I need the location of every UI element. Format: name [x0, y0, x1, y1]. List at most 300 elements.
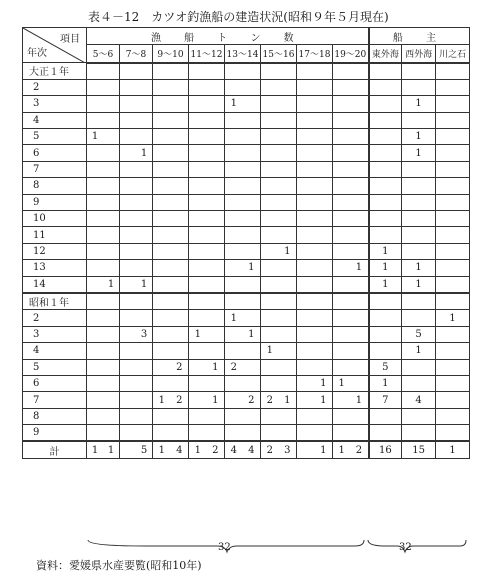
tonnage-value: [230, 262, 238, 273]
tonnage-value: [283, 345, 291, 356]
tonnage-cell: [153, 408, 189, 424]
tonnage-cell: [261, 63, 297, 80]
owner-cell: [402, 211, 436, 227]
tonnage-cell: [333, 310, 369, 326]
tonnage-value: [338, 262, 346, 273]
table-row: [23, 129, 470, 145]
tonnage-cell: [153, 96, 189, 112]
tonnage-cell: [261, 310, 297, 326]
tonnage-value: [230, 329, 238, 340]
table-row: [23, 408, 470, 424]
tonnage-cell: [225, 112, 261, 128]
owner-cell: [402, 227, 436, 243]
owner-cell: [369, 326, 402, 342]
owner-cell: 1: [436, 441, 470, 458]
tonnage-cell: [87, 112, 120, 128]
table-row: [23, 425, 470, 442]
tonnage-cell: [261, 425, 297, 442]
year-cell: 13: [23, 260, 87, 276]
year-cell: 9: [23, 425, 87, 442]
tonnage-cell: [87, 441, 120, 458]
tonnage-cell: [87, 326, 120, 342]
tonnage-cell: [333, 425, 369, 442]
tonnage-cell: [297, 145, 333, 161]
tonnage-value: 2: [248, 394, 255, 406]
sum-braces: [85, 538, 480, 558]
tonnage-value: 1: [158, 394, 165, 406]
owner-cell: [402, 243, 436, 259]
tonnage-cell: [120, 145, 153, 161]
tonnage-cell: [153, 276, 189, 293]
owner-cell: [436, 408, 470, 424]
owner-cell: [436, 326, 470, 342]
tonnage-value: 1: [212, 361, 219, 373]
tonnage-value: [158, 362, 166, 373]
tonnage-cell: [225, 276, 261, 293]
owner-cell: [369, 211, 402, 227]
tonnage-value: 1: [248, 328, 255, 340]
tonnage-cell: [225, 425, 261, 442]
year-cell: 7: [23, 161, 87, 177]
tonnage-cell: [189, 227, 225, 243]
tonnage-cell: [333, 145, 369, 161]
tonnage-value: 1: [355, 394, 363, 406]
tonnage-cell: [153, 425, 189, 442]
owner-cell: [369, 129, 402, 145]
year-cell: 2: [23, 310, 87, 326]
table-row: [23, 326, 470, 342]
owner-cell: [369, 178, 402, 194]
tonnage-cell: [225, 359, 261, 375]
tonnage-cell: [225, 293, 261, 310]
tonnage-cell: [225, 161, 261, 177]
tonnage-cell: [189, 425, 225, 442]
tonnage-cell: [261, 343, 297, 359]
tonnage-cell: [333, 392, 369, 408]
tonnage-cell: [120, 293, 153, 310]
tonnage-value: [124, 445, 132, 456]
tonnage-cell: [87, 96, 120, 112]
tonnage-cell: [189, 112, 225, 128]
tonnage-cell: [153, 63, 189, 80]
tonnage-value: [124, 329, 132, 340]
tonnage-value: [247, 313, 255, 324]
year-cell: 14: [23, 276, 87, 293]
table-row: [23, 293, 470, 310]
tonnage-cell: [120, 441, 153, 458]
year-cell: 5: [23, 129, 87, 145]
table-row: [23, 375, 470, 391]
table-row: [23, 276, 470, 293]
tonnage-value: 1: [355, 262, 363, 274]
tonnage-value: [194, 395, 202, 406]
tonnage-cell: [87, 392, 120, 408]
tonnage-cell: [189, 392, 225, 408]
group-owners-header: 船 主: [369, 28, 470, 45]
tonnage-cell: [297, 211, 333, 227]
tonnage-col-header: 11～12: [189, 45, 225, 63]
tonnage-value: 4: [248, 444, 255, 456]
tonnage-cell: [87, 293, 120, 310]
tonnage-cell: [120, 392, 153, 408]
tonnage-cell: [225, 326, 261, 342]
tonnage-cell: [261, 79, 297, 95]
owner-cell: [436, 425, 470, 442]
table-row: [23, 260, 470, 276]
tonnage-cell: [333, 161, 369, 177]
owner-col-header: 川之石: [436, 45, 470, 63]
owner-cell: [369, 408, 402, 424]
table-row: [23, 194, 470, 210]
tonnage-value: [91, 279, 99, 290]
tonnage-cell: [333, 441, 369, 458]
tonnage-cell: [297, 276, 333, 293]
tonnage-cell: [261, 96, 297, 112]
year-cell: 7: [23, 392, 87, 408]
tonnage-col-header: 15～16: [261, 45, 297, 63]
tonnage-cell: [189, 178, 225, 194]
tonnage-value: 1: [284, 394, 291, 406]
table-row: [23, 310, 470, 326]
year-cell: 10: [23, 211, 87, 227]
tonnage-cell: [261, 293, 297, 310]
owner-cell: 7: [369, 392, 402, 408]
tonnage-cell: [120, 96, 153, 112]
owner-cell: 16: [369, 441, 402, 458]
tonnage-cell: [225, 211, 261, 227]
tonnage-cell: [297, 326, 333, 342]
tonnage-cell: [333, 129, 369, 145]
table-row: [23, 161, 470, 177]
tonnage-cell: [120, 260, 153, 276]
table-row: [23, 178, 470, 194]
table-row: [23, 145, 470, 161]
owner-cell: [436, 293, 470, 310]
owner-cell: [402, 161, 436, 177]
tonnage-cell: [120, 310, 153, 326]
owner-cell: 1: [369, 243, 402, 259]
owner-cell: [402, 425, 436, 442]
tonnage-cell: [189, 194, 225, 210]
tonnage-cell: [87, 145, 120, 161]
tonnage-cell: [120, 359, 153, 375]
owner-cell: [369, 145, 402, 161]
year-cell: 4: [23, 343, 87, 359]
tonnage-cell: [153, 392, 189, 408]
tonnage-value: 2: [266, 444, 273, 456]
tonnage-cell: [189, 260, 225, 276]
owner-cell: [369, 425, 402, 442]
tonnage-cell: [261, 408, 297, 424]
tonnage-cell: [189, 408, 225, 424]
owner-cell: [369, 343, 402, 359]
owner-cell: [369, 293, 402, 310]
tonnage-cell: [189, 129, 225, 145]
year-cell: 4: [23, 112, 87, 128]
tonnage-cell: [153, 441, 189, 458]
tonnage-col-header: 19～20: [333, 45, 369, 63]
tonnage-cell: [261, 276, 297, 293]
tonnage-cell: [333, 96, 369, 112]
tonnage-value: 1: [320, 394, 327, 406]
tonnage-cell: [189, 145, 225, 161]
tonnage-cell: [225, 194, 261, 210]
owners-sum: 32: [399, 542, 412, 553]
tonnage-col-header: 17～18: [297, 45, 333, 63]
tonnage-cell: [261, 161, 297, 177]
tonnage-value: 1: [140, 147, 148, 159]
owner-cell: [402, 310, 436, 326]
tonnage-value: 3: [284, 444, 291, 456]
tonnage-cell: [153, 79, 189, 95]
tonnage-cell: [153, 194, 189, 210]
tonnage-value: 1: [107, 444, 115, 456]
owner-cell: [436, 161, 470, 177]
owners-brace: [368, 540, 466, 552]
tonnage-cell: [297, 343, 333, 359]
tonnage-value: 1: [248, 262, 255, 274]
tonnage-cell: [297, 194, 333, 210]
table-row: [23, 79, 470, 95]
year-cell: 8: [23, 408, 87, 424]
owner-cell: [369, 63, 402, 80]
tonnage-cell: [87, 63, 120, 80]
tonnage-value: 1: [91, 131, 99, 143]
tonnage-cell: [120, 425, 153, 442]
tonnage-cell: [297, 243, 333, 259]
tonnage-cell: [297, 129, 333, 145]
tonnage-cell: [225, 243, 261, 259]
tonnage-value: [338, 395, 346, 406]
item-label: 項目: [60, 34, 80, 45]
tonnage-value: 1: [320, 378, 327, 390]
tonnage-value: 4: [230, 444, 237, 456]
tonnage-cell: [333, 276, 369, 293]
tonnage-cell: [87, 243, 120, 259]
tonnage-cell: [87, 211, 120, 227]
tonnage-cell: [153, 178, 189, 194]
tonnage-value: 2: [212, 444, 219, 456]
owner-cell: 1: [402, 96, 436, 112]
tonnage-cell: [189, 79, 225, 95]
tonnage-col-header: 13～14: [225, 45, 261, 63]
tonnage-value: 1: [194, 328, 201, 340]
tonnage-cell: [189, 243, 225, 259]
tonnage-cell: [297, 178, 333, 194]
tonnage-cell: [153, 112, 189, 128]
tonnage-cell: [120, 79, 153, 95]
tonnage-cell: [189, 293, 225, 310]
tonnage-cell: [189, 310, 225, 326]
year-cell: 大正１年: [23, 63, 87, 80]
tonnage-cell: [87, 310, 120, 326]
table-row: [23, 227, 470, 243]
tonnage-cell: [153, 359, 189, 375]
tonnage-cell: [189, 276, 225, 293]
tonnage-value: 1: [338, 444, 345, 456]
year-cell: 5: [23, 359, 87, 375]
owner-cell: [369, 112, 402, 128]
owner-cell: 5: [369, 359, 402, 375]
tonnage-cell: [120, 343, 153, 359]
table-row: [23, 359, 470, 375]
tonnage-cell: [153, 343, 189, 359]
tonnage-value: 1: [338, 378, 345, 390]
tonnage-value: 1: [266, 345, 273, 357]
tonnage-value: 1: [320, 444, 327, 456]
table-row: [23, 63, 470, 80]
owner-cell: 15: [402, 441, 436, 458]
tonnage-cell: [297, 408, 333, 424]
owner-cell: [436, 211, 470, 227]
tonnage-cell: [333, 63, 369, 80]
tonnage-cell: [261, 211, 297, 227]
year-cell: 9: [23, 194, 87, 210]
owner-cell: 1: [402, 129, 436, 145]
tonnage-cell: [153, 211, 189, 227]
tonnage-cell: [225, 375, 261, 391]
tonnage-cell: [333, 359, 369, 375]
owner-cell: [436, 194, 470, 210]
tonnage-cell: [225, 145, 261, 161]
owner-cell: [369, 310, 402, 326]
tonnage-cell: [189, 375, 225, 391]
year-cell: 6: [23, 145, 87, 161]
tonnage-cell: [333, 408, 369, 424]
tonnage-cell: [225, 392, 261, 408]
tonnage-cell: [189, 63, 225, 80]
tonnage-value: 3: [140, 328, 148, 340]
tonnage-cell: [261, 243, 297, 259]
tonnage-cell: [261, 129, 297, 145]
tonnage-value: 1: [194, 444, 201, 456]
tonnage-cell: [297, 441, 333, 458]
boats-sum: 32: [218, 542, 231, 553]
year-cell: 8: [23, 178, 87, 194]
tonnage-cell: [225, 260, 261, 276]
tonnage-cell: [87, 260, 120, 276]
tonnage-cell: [261, 441, 297, 458]
owner-cell: [369, 227, 402, 243]
tonnage-cell: [261, 260, 297, 276]
owner-cell: [369, 96, 402, 112]
tonnage-cell: [261, 392, 297, 408]
tonnage-cell: [297, 425, 333, 442]
corner-header: [23, 28, 87, 63]
owner-col-header: 東外海: [369, 45, 402, 63]
tonnage-cell: [333, 79, 369, 95]
tonnage-cell: [297, 310, 333, 326]
tonnage-cell: [297, 96, 333, 112]
tonnage-value: [302, 378, 310, 389]
boat-construction-table: [22, 27, 470, 459]
owner-cell: [436, 145, 470, 161]
owner-cell: [436, 227, 470, 243]
tonnage-cell: [189, 96, 225, 112]
tonnage-value: [247, 98, 255, 109]
owner-col-header: 西外海: [402, 45, 436, 63]
total-row: [23, 441, 470, 458]
tonnage-value: [107, 131, 115, 142]
table-row: [23, 112, 470, 128]
tonnage-cell: [261, 194, 297, 210]
tonnage-col-header: 5～6: [87, 45, 120, 63]
tonnage-cell: [87, 359, 120, 375]
table-row: [23, 243, 470, 259]
tonnage-cell: [120, 112, 153, 128]
tonnage-cell: [261, 326, 297, 342]
tonnage-cell: [297, 161, 333, 177]
tonnage-value: 2: [176, 394, 183, 406]
tonnage-value: 2: [266, 394, 273, 406]
tonnage-cell: [189, 161, 225, 177]
tonnage-cell: [261, 112, 297, 128]
tonnage-cell: [87, 227, 120, 243]
tonnage-cell: [261, 227, 297, 243]
tonnage-cell: [333, 293, 369, 310]
tonnage-cell: [333, 112, 369, 128]
tonnage-cell: [333, 211, 369, 227]
tonnage-col-header: 7～8: [120, 45, 153, 63]
tonnage-value: 2: [355, 444, 363, 456]
tonnage-cell: [225, 310, 261, 326]
tonnage-cell: [261, 145, 297, 161]
year-cell: 3: [23, 326, 87, 342]
tonnage-cell: [153, 310, 189, 326]
owner-cell: [402, 359, 436, 375]
tonnage-cell: [153, 227, 189, 243]
owner-cell: 1: [369, 260, 402, 276]
tonnage-value: 1: [230, 98, 237, 110]
tonnage-cell: [153, 326, 189, 342]
tonnage-cell: [189, 343, 225, 359]
owner-cell: [402, 112, 436, 128]
tonnage-value: [211, 329, 219, 340]
tonnage-cell: [225, 129, 261, 145]
tonnage-value: 1: [230, 312, 237, 324]
tonnage-cell: [120, 408, 153, 424]
owner-cell: 1: [402, 145, 436, 161]
tonnage-value: [266, 246, 274, 257]
tonnage-cell: [87, 161, 120, 177]
tonnage-cell: [333, 243, 369, 259]
tonnage-cell: [333, 343, 369, 359]
tonnage-cell: [225, 63, 261, 80]
table-row: [23, 96, 470, 112]
owner-cell: [402, 293, 436, 310]
tonnage-value: 1: [91, 444, 99, 456]
year-cell: 12: [23, 243, 87, 259]
year-cell: 6: [23, 375, 87, 391]
tonnage-cell: [120, 276, 153, 293]
owner-cell: 1: [369, 375, 402, 391]
owner-cell: [402, 63, 436, 80]
tonnage-cell: [120, 178, 153, 194]
year-cell: 11: [23, 227, 87, 243]
owner-cell: [436, 112, 470, 128]
tonnage-cell: [189, 211, 225, 227]
owner-cell: 1: [436, 310, 470, 326]
owner-cell: [402, 375, 436, 391]
group-boats-header: 漁 船 ト ン 数: [87, 28, 369, 45]
tonnage-cell: [189, 359, 225, 375]
owner-cell: [436, 63, 470, 80]
tonnage-cell: [261, 375, 297, 391]
tonnage-cell: [189, 441, 225, 458]
owner-cell: 1: [402, 260, 436, 276]
tonnage-cell: [297, 112, 333, 128]
tonnage-value: 4: [176, 444, 183, 456]
